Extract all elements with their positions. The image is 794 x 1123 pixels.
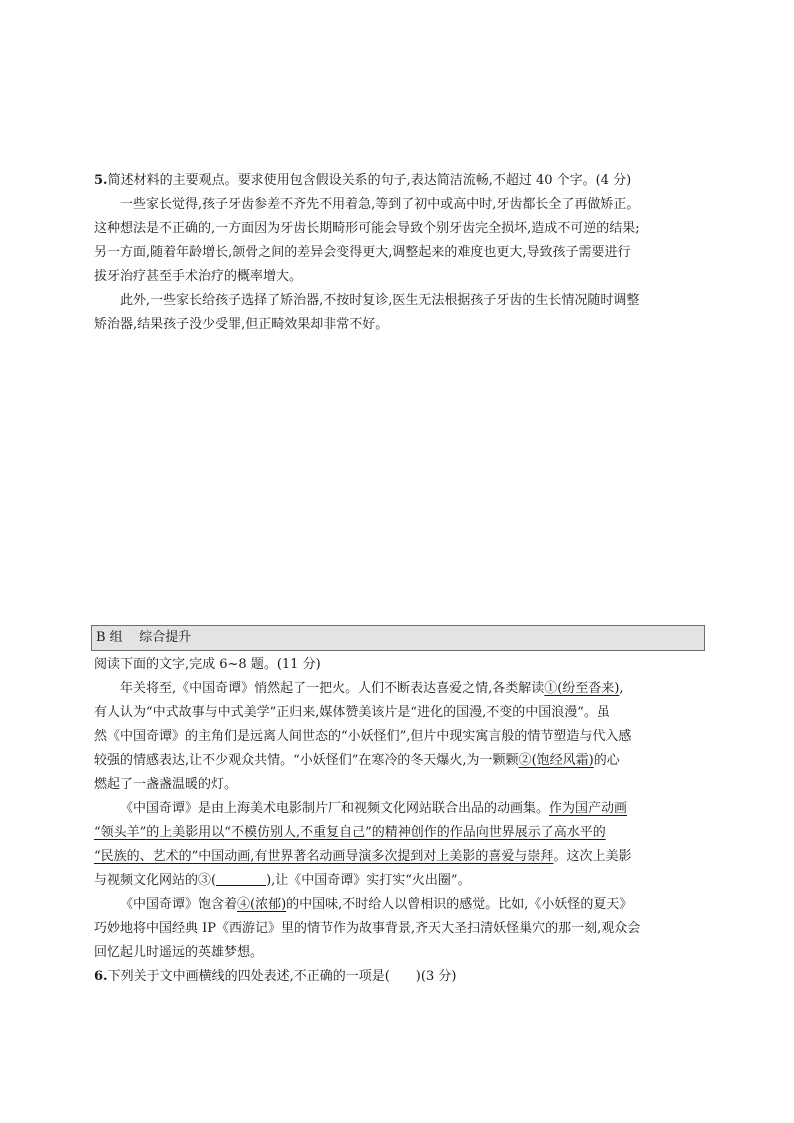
passage-line xyxy=(94,797,706,821)
reading-instruction: 阅读下面的文字,完成 6~8 题。(11 分) xyxy=(94,657,321,672)
passage-line xyxy=(94,677,706,701)
underlined-sentence: 作为国产动画 xyxy=(549,801,628,816)
question-number: 5. xyxy=(94,173,108,188)
question-6 xyxy=(94,965,706,989)
section-group: B 组 xyxy=(96,630,123,645)
passage-text: 的心 xyxy=(593,753,620,768)
passage-line xyxy=(94,893,706,917)
passage-line: 然《中国奇谭》的主角们是远离人间世态的“小妖怪们”,但片中现实寓言般的情节塑造与代入感 xyxy=(94,729,632,744)
material-line: 此外,一些家长给孩子选择了矫治器,不按时复诊,医生无法根据孩子牙齿的生长情况随时调整 xyxy=(120,293,640,308)
passage-text: 《中国奇谭》饱含着 xyxy=(120,897,238,912)
material-line: 另一方面,随着年龄增长,颌骨之间的差异会变得更大,调整起来的难度也更大,导致孩子需要进行 xyxy=(94,245,631,260)
passage-line xyxy=(94,869,706,893)
material-line: 拔牙治疗甚至手术治疗的概率增大。 xyxy=(94,269,303,284)
underlined-sentence: “民族的、艺术的”中国动画,有世界著名动画导演多次提到对上美影的喜爱与崇拜 xyxy=(94,849,554,864)
passage-line xyxy=(94,749,706,773)
marked-phrase-2: ②(饱经风霜) xyxy=(518,753,594,768)
fill-in-blank-3[interactable] xyxy=(216,871,266,886)
passage-text: 与视频文化网站的③( xyxy=(94,873,217,888)
passage-line: 巧妙地将中国经典 IP《西游记》里的情节作为故事背景,齐天大圣扫清妖怪巢穴的那一刻,观众会 xyxy=(94,921,641,936)
passage-text: 《中国奇谭》是由上海美术电影制片厂和视频文化网站联合出品的动画集。 xyxy=(120,801,550,816)
reading-passage xyxy=(94,653,706,989)
passage-line: 有人认为“中式故事与中式美学”正归来,媒体赞美该片是“进化的国漫,不变的中国浪漫”。虽 xyxy=(94,705,610,720)
passage-line xyxy=(94,821,706,845)
passage-text: 。这次上美影 xyxy=(553,849,632,864)
section-header xyxy=(91,625,705,651)
passage-text: , xyxy=(619,681,624,696)
material-line: 这种想法是不正确的,一方面因为牙齿长期畸形可能会导致个别牙齿完全损坏,造成不可逆的结果; xyxy=(94,221,640,236)
question-text: )(3 分) xyxy=(415,969,457,984)
material-line: 一些家长觉得,孩子牙齿参差不齐先不用着急,等到了初中或高中时,牙齿都长全了再做矫正。 xyxy=(120,197,640,212)
passage-line: 回忆起儿时遥远的英雄梦想。 xyxy=(94,945,264,960)
passage-line xyxy=(94,845,706,869)
marked-phrase-1: ①(纷至沓来) xyxy=(544,681,620,696)
passage-line: 燃起了一盏盏温暖的灯。 xyxy=(94,777,238,792)
question-number: 6. xyxy=(94,969,108,984)
question-text: 下列关于文中画横线的四处表述,不正确的一项是( xyxy=(107,969,390,984)
material-line: 矫治器,结果孩子没少受罪,但正畸效果却非常不好。 xyxy=(94,317,389,332)
question-5 xyxy=(94,169,706,337)
passage-text: 年关将至,《中国奇谭》悄然起了一把火。人们不断表达喜爱之情,各类解读 xyxy=(120,681,545,696)
passage-text: 较强的情感表达,让不少观众共情。“小妖怪们”在寒冷的冬天爆火,为一颗颗 xyxy=(94,753,519,768)
passage-text: 的中国味,不时给人以曾相识的感觉。比如,《小妖怪的夏天》 xyxy=(286,897,633,912)
question-5-prompt xyxy=(94,169,706,193)
marked-phrase-4: ④(浓郁) xyxy=(237,897,287,912)
question-text: 简述材料的主要观点。要求使用包含假设关系的句子,表达简洁流畅,不超过 40 个字。(4 分) xyxy=(107,173,632,188)
section-title: 综合提升 xyxy=(139,630,192,645)
passage-text: ),让《中国奇谭》实打实“火出圈”。 xyxy=(266,873,471,888)
underlined-sentence: “领头羊”的上美影用以“不模仿别人,不重复自己”的精神创作的作品向世界展示了高水平的 xyxy=(94,825,606,840)
